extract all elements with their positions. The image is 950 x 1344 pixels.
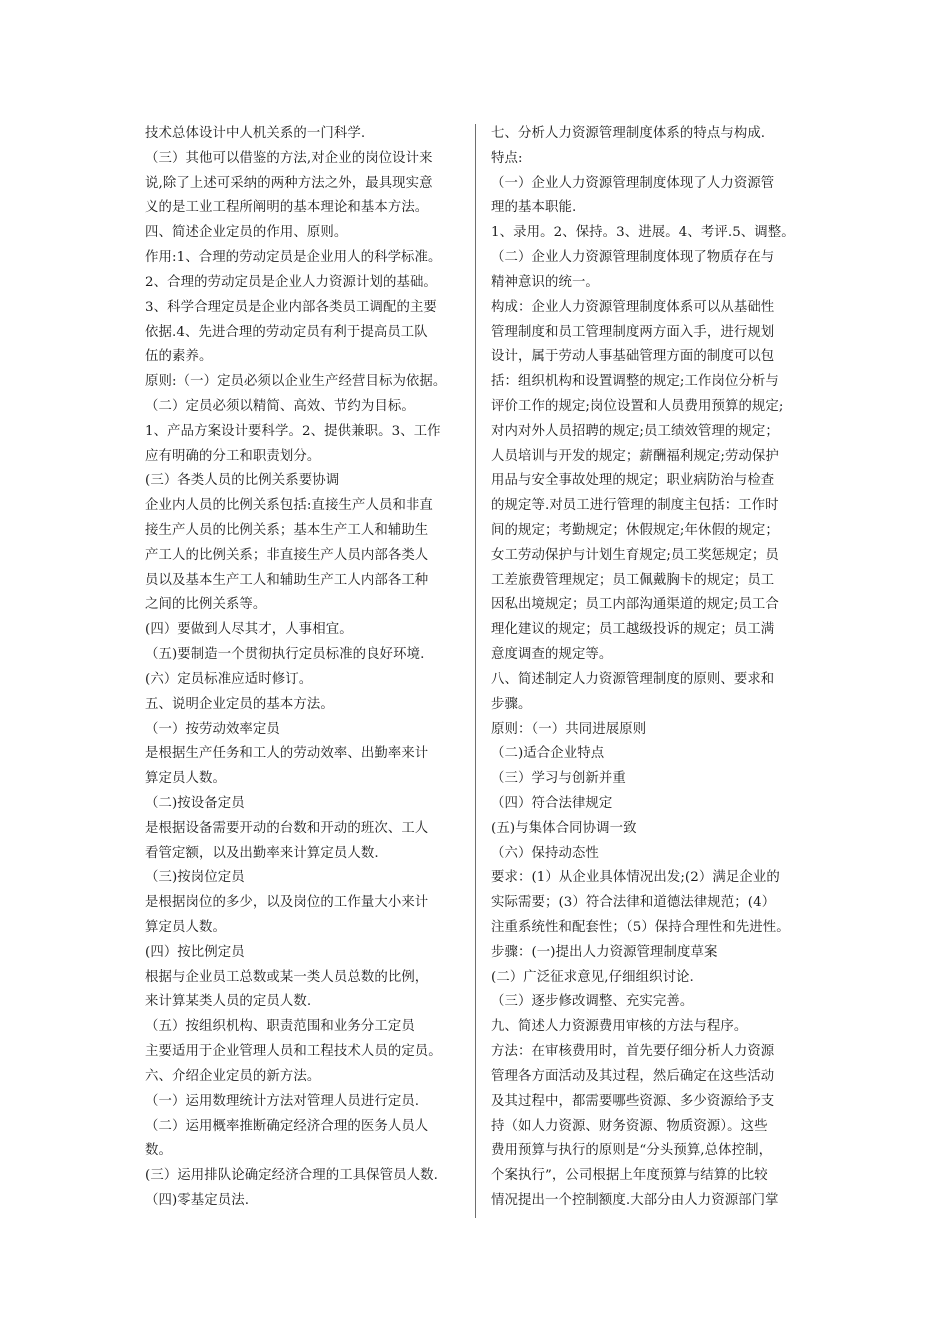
text-line: 是根据生产任务和工人的劳动效率、出勤率来计 [145,746,429,762]
text-line: （一）按劳动效率定员 [145,721,280,737]
text-line: 的规定等.对员工进行管理的制度主包括：工作时 [491,498,779,514]
text-line: （四)零基定员法. [145,1192,250,1208]
column-divider [475,124,476,1218]
text-line: 间的规定；考勤规定；休假规定;年休假的规定； [491,523,779,538]
text-line: 要求：(1）从企业具体情况出发;(2）满足企业的 [491,870,780,886]
text-line: 管理各方面活动及其过程，然后确定在这些活动 [491,1068,775,1084]
text-line: 意度调查的规定等。 [491,647,613,663]
text-line: （三）逐步修改调整、充实完善。 [491,994,694,1010]
text-line: (三）运用排队论确定经济合理的工具保管员人数. [145,1168,438,1184]
text-line: （二）定员必须以精简、高效、节约为目标。 [145,398,415,414]
text-line: 评价工作的规定;岗位设置和人员费用预算的规定; [491,398,784,414]
text-line: 九、简述人力资源费用审核的方法与程序。 [491,1019,748,1035]
text-line: 接生产人员的比例关系；基本生产工人和辅助生 [145,523,429,538]
text-line: 对内对外人员招聘的规定;员工绩效管理的规定； [491,423,779,439]
text-line: 五、说明企业定员的基本方法。 [145,696,334,712]
text-line: （二)适合企业特点 [491,746,605,762]
text-line: 依据.4、先进合理的劳动定员有利于提高员工队 [145,324,428,340]
text-line: 步骤。 [491,696,532,712]
text-line: 构成：企业人力资源管理制度体系可以从基础性 [491,299,775,315]
text-line: 数。 [145,1143,172,1159]
text-line: 根据与企业员工总数或某一类人员总数的比例， [145,969,429,985]
text-line: 情况提出一个控制额度.大部分由人力资源部门掌 [491,1192,779,1208]
text-line: 特点: [491,150,523,166]
text-line: 七、分析人力资源管理制度体系的特点与构成. [491,126,766,141]
text-line: 因私出境规定；员工内部沟通渠道的规定;员工合 [491,597,779,613]
text-line: 人员培训与开发的规定；薪酬福利规定;劳动保护 [491,448,779,464]
text-line: (五)与集体合同协调一致 [491,820,637,836]
text-line: 伍的素养。 [145,349,213,365]
text-line: （二）企业人力资源管理制度体现了物质存在与 [491,250,775,266]
text-line: 实际需要；(3）符合法律和道德法律规范；(4） [491,895,776,911]
text-line: 步骤：(一)提出人力资源管理制度草案 [491,944,718,960]
text-line: 管理制度和员工管理制度两方面入手，进行规划 [491,324,775,340]
text-line: （三）其他可以借鉴的方法,对企业的岗位设计来 [145,150,433,166]
text-line: 设计，属于劳动人事基础管理方面的制度可以包 [491,349,775,365]
text-line: (三）各类人员的比例关系要协调 [145,473,340,489]
text-line: 算定员人数。 [145,771,226,787]
text-line: 工差旅费管理规定；员工佩戴胸卡的规定；员工 [491,572,775,588]
text-line: 费用预算与执行的原则是“分头预算,总体控制， [491,1143,773,1159]
text-line: 用品与安全事故处理的规定；职业病防治与检查 [491,473,775,489]
text-line: 八、简述制定人力资源管理制度的原则、要求和 [491,671,775,687]
text-line: 义的是工业工程所阐明的基本理论和基本方法。 [145,200,429,216]
text-line: (四）要做到人尽其才，人事相宜。 [145,622,353,638]
text-line: （二)按设备定员 [145,795,245,811]
text-line: 原则:（一）定员必须以企业生产经营目标为依据。 [145,374,447,390]
text-line: 女工劳动保护与计划生育规定;员工奖惩规定；员 [491,547,779,563]
text-line: (六）定员标准应适时修订。 [145,671,313,687]
text-line: （二）运用概率推断确定经济合理的医务人员人 [145,1118,429,1134]
text-line: (四）按比例定员 [145,944,245,960]
text-line: 1、产品方案设计要科学。2、提供兼职。3、工作 [145,423,441,439]
text-line: 来计算某类人员的定员人数. [145,994,312,1010]
text-line: 说,除了上述可采纳的两种方法之外，最具现实意 [145,175,433,191]
text-line: 持（如人力资源、财务资源、物质资源）。这些 [491,1118,768,1134]
right-text-column [491,122,813,1214]
text-line: 看管定额，以及出勤率来计算定员人数. [145,845,379,861]
text-line: 理化建议的规定；员工越级投诉的规定；员工满 [491,622,775,638]
text-line: 2、合理的劳动定员是企业人力资源计划的基础。 [145,274,437,290]
text-line: 及其过程中，都需要哪些资源、多少资源给予支 [491,1093,775,1109]
text-line: 应有明确的分工和职责划分。 [145,448,321,464]
text-line: 个案执行”，公司根据上年度预算与结算的比较 [491,1168,768,1184]
text-line: (二）广泛征求意见,仔细组织讨论. [491,969,694,985]
text-line: 是根据设备需要开动的台数和开动的班次、工人 [145,820,429,836]
text-line: （四）符合法律规定 [491,795,613,811]
text-line: 主要适用于企业管理人员和工程技术人员的定员。 [145,1044,442,1060]
text-line: 括：组织机构和设置调整的规定;工作岗位分析与 [491,374,779,390]
text-line: （三)按岗位定员 [145,870,245,886]
text-line: 产工人的比例关系；非直接生产人员内部各类人 [145,547,429,563]
text-line: （一）运用数理统计方法对管理人员进行定员. [145,1093,420,1109]
text-line: 注重系统性和配套性；（5）保持合理性和先进性。 [491,920,790,935]
text-line: （五)要制造一个贯彻执行定员标准的良好环境. [145,647,425,663]
text-line: 算定员人数。 [145,920,226,935]
text-line: 3、科学合理定员是企业内部各类员工调配的主要 [145,299,437,315]
text-line: 原则：（一）共同进展原则 [491,721,647,737]
text-line: 四、简述企业定员的作用、原则。 [145,225,348,241]
text-line: 技术总体设计中人机关系的一门科学. [145,126,366,141]
text-line: 作用:1、合理的劳动定员是企业用人的科学标准。 [145,250,442,266]
text-line: 之间的比例关系等。 [145,597,267,613]
text-line: 1、录用。2、保持。3、进展。4、考评.5、调整。 [491,225,795,241]
text-line: 六、介绍企业定员的新方法。 [145,1068,321,1084]
text-line: 方法：在审核费用时，首先要仔细分析人力资源 [491,1044,775,1060]
text-line: （三）学习与创新并重 [491,771,626,787]
left-text-column [145,122,465,1214]
text-line: （一）企业人力资源管理制度体现了人力资源管 [491,175,775,191]
text-line: 理的基本职能. [491,200,577,216]
text-line: 企业内人员的比例关系包括:直接生产人员和非直 [145,498,433,514]
text-line: （五）按组织机构、职责范围和业务分工定员 [145,1019,415,1035]
text-line: 是根据岗位的多少，以及岗位的工作量大小来计 [145,895,429,911]
text-line: （六）保持动态性 [491,845,599,861]
text-line: 精神意识的统一。 [491,274,599,290]
text-line: 员以及基本生产工人和辅助生产工人内部各工种 [145,572,429,588]
